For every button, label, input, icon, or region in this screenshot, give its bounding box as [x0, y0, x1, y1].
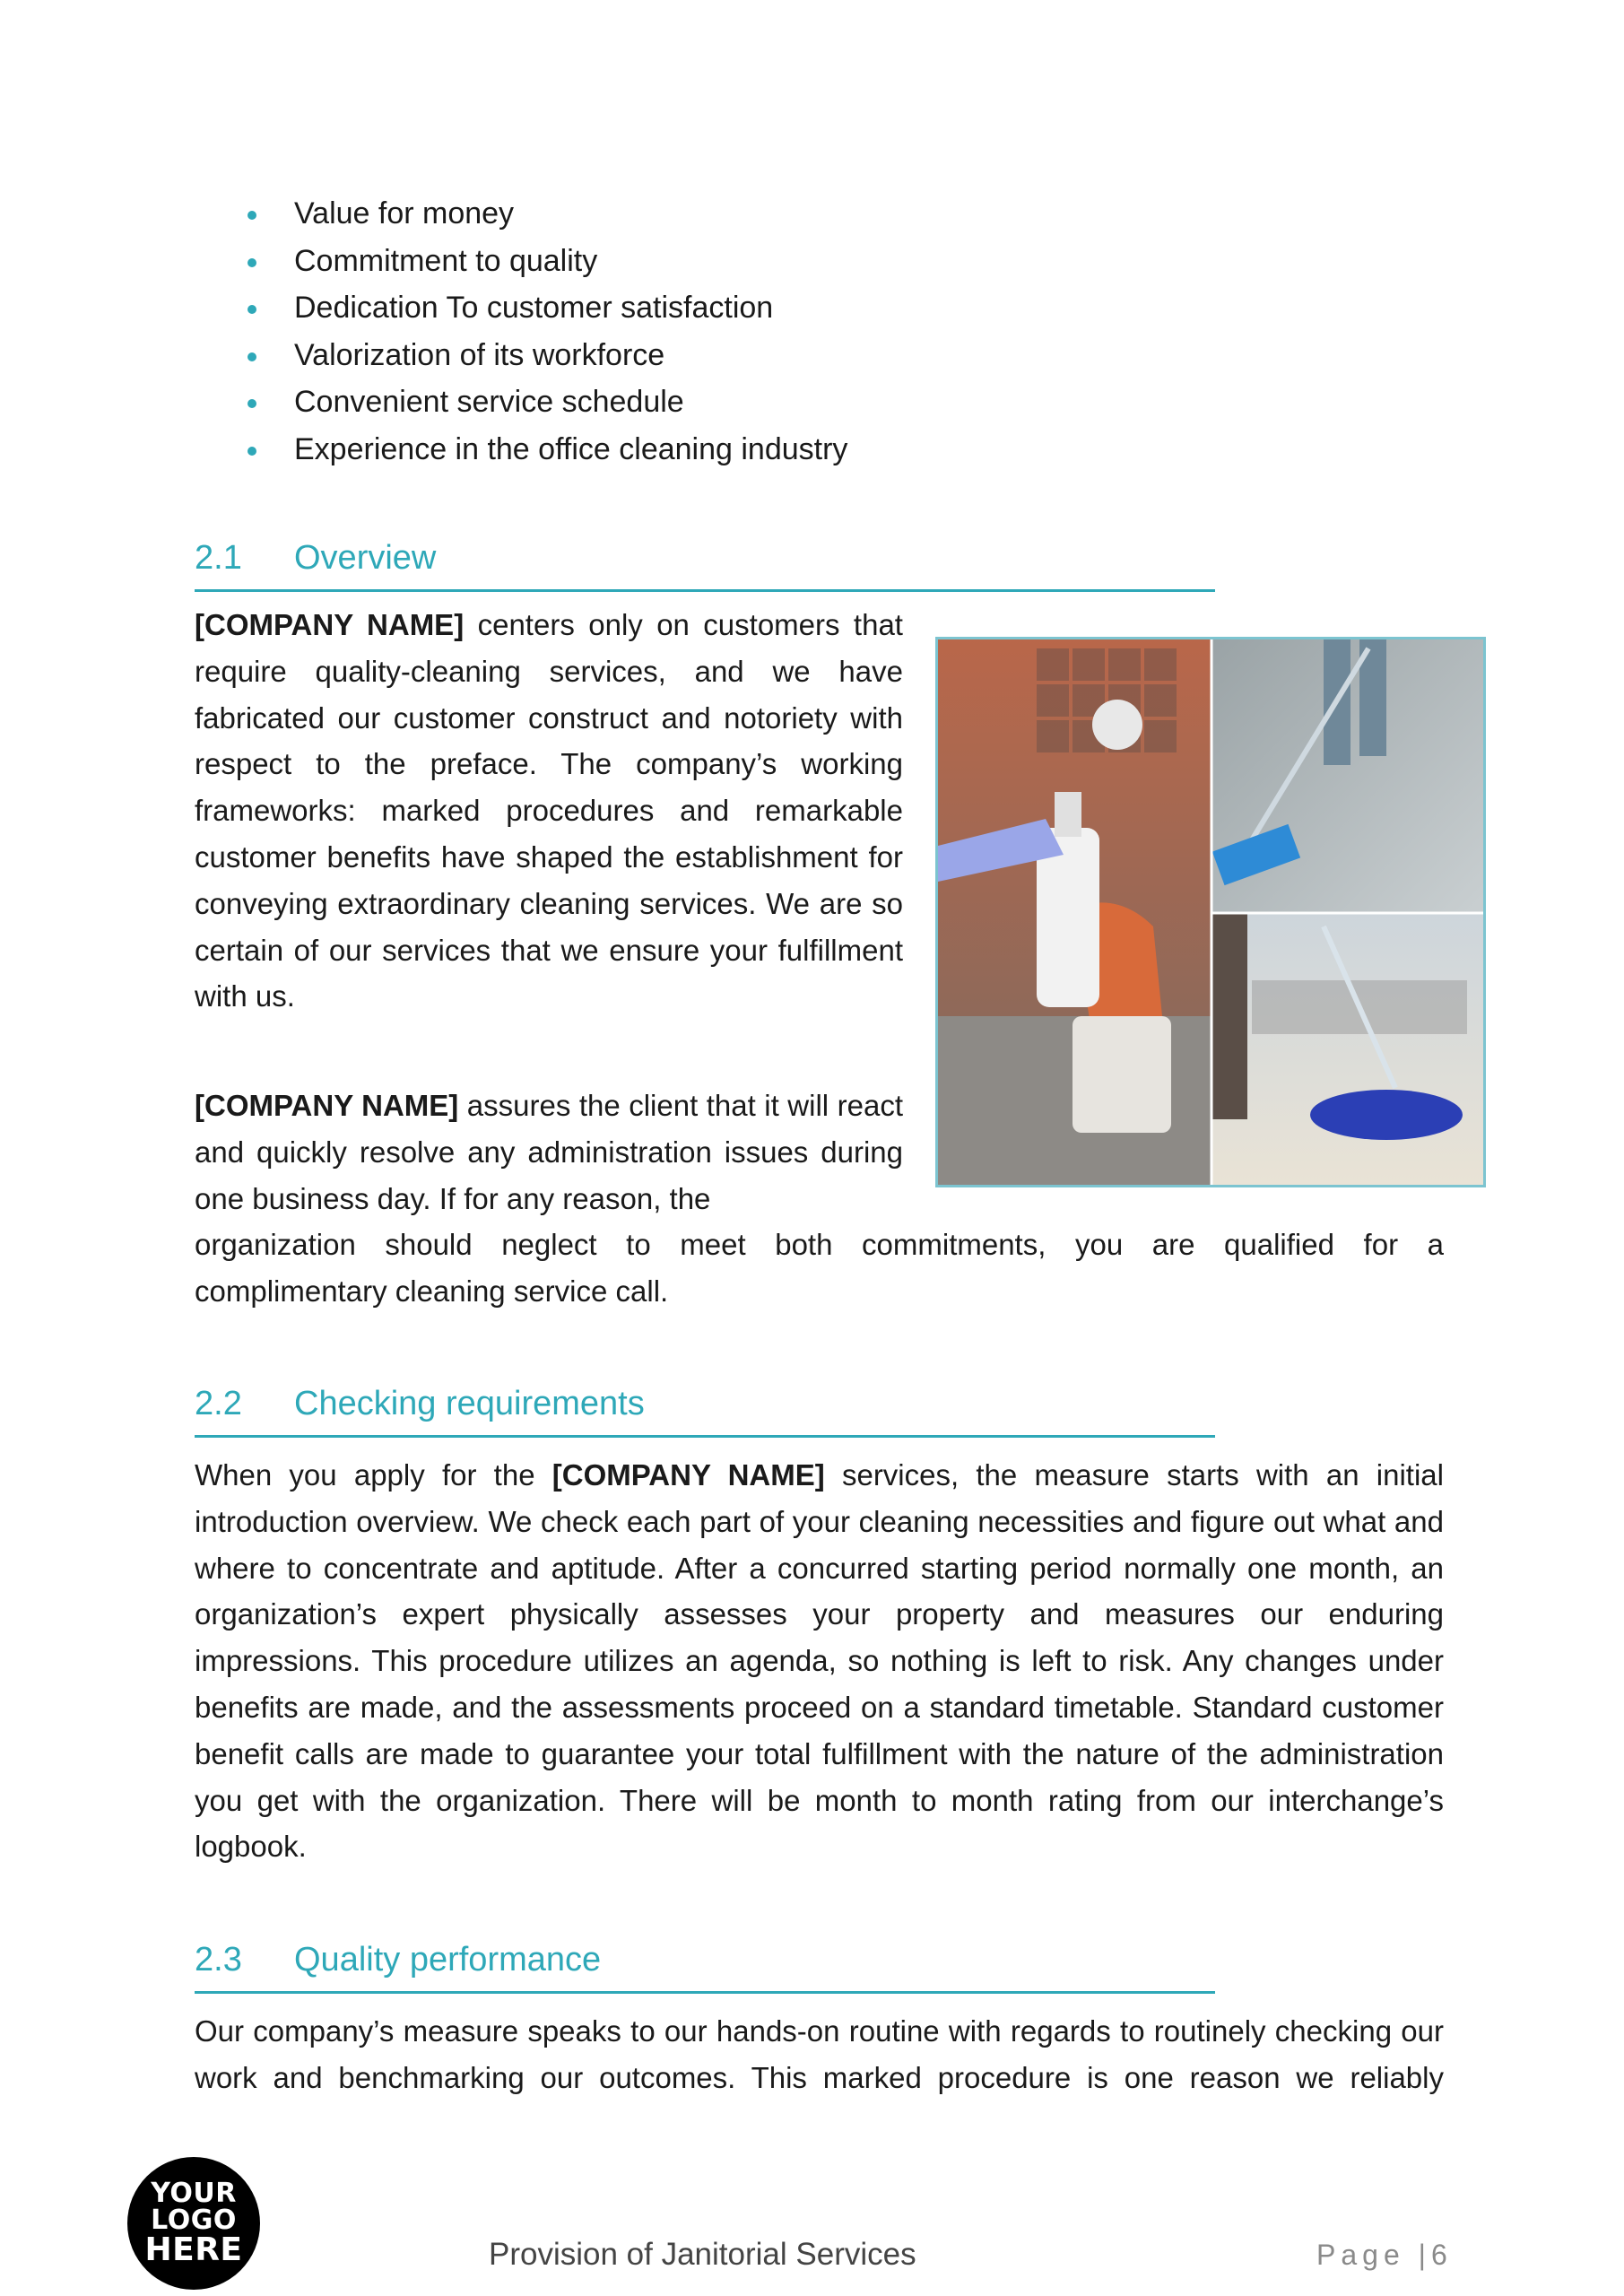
- bullet-icon: [248, 447, 256, 456]
- company-logo: YOUR LOGO HERE: [127, 2157, 260, 2290]
- section-title: Checking requirements: [294, 1385, 645, 1422]
- section-number: 2.2: [195, 1385, 242, 1422]
- bullet-icon: [248, 211, 256, 220]
- company-name: [COMPANY NAME]: [195, 1089, 459, 1122]
- company-name: [COMPANY NAME]: [551, 1458, 825, 1492]
- section-number: 2.1: [195, 539, 242, 577]
- cleaning-photo-collage: [935, 637, 1486, 1187]
- list-item: Dedication To customer satisfaction: [242, 284, 847, 332]
- checking-requirements-paragraph: When you apply for the [COMPANY NAME] services, the measure starts with an initial introduction overview. We check each part of your cleaning necessities and figure out what and where to concentrate and aptitude. After a concurred starting period normally one month, an organization’s expert physically assesses your property and measures our enduring impressions. This procedure utilizes an agenda, so nothing is left to risk. Any changes under benefits are made, and the assessments proceed on a standard timetable. Standard customer benefit calls are made to guarantee your total fulfillment with the nature of the administration you get with the organization. There will be month to month rating from our interchange’s logbook.: [195, 1458, 1444, 1864]
- overview-paragraph-2c: complimentary cleaning service call.: [195, 1274, 669, 1308]
- section-title: Overview: [294, 539, 437, 577]
- list-item: Valorization of its workforce: [242, 332, 847, 379]
- values-bullet-list: [242, 190, 847, 473]
- list-item: Value for money: [242, 190, 847, 238]
- bullet-icon: [248, 305, 256, 314]
- bullet-icon: [248, 399, 256, 408]
- section-heading-checking-requirements: [195, 1376, 1215, 1438]
- quality-performance-paragraph: Our company’s measure speaks to our hands-on routine with regards to routinely checking our work and benchmarking our outcomes. This marked procedure is one reason we reliably: [195, 2014, 1444, 2094]
- overview-paragraph-2a: [COMPANY NAME] assures the client that it will react and quickly resolve any administration issues during one business day. If for any reason, the: [195, 1089, 903, 1215]
- overview-paragraph-2b: organization should neglect to meet both commitments, you are qualified for a: [195, 1228, 1444, 1261]
- list-item: Experience in the office cleaning industry: [242, 426, 847, 474]
- bullet-icon: [248, 352, 256, 361]
- section-title: Quality performance: [294, 1941, 602, 1979]
- section-number: 2.3: [195, 1941, 242, 1979]
- section-heading-overview: [195, 530, 1215, 592]
- list-item: Convenient service schedule: [242, 378, 847, 426]
- list-item: Commitment to quality: [242, 238, 847, 285]
- section-heading-quality-performance: [195, 1932, 1215, 1994]
- page-number: Page |6: [1316, 2239, 1453, 2271]
- bullet-icon: [248, 258, 256, 267]
- footer-document-title: Provision of Janitorial Services: [489, 2237, 916, 2272]
- cleaning-photo-icon: [938, 639, 1483, 1185]
- company-name: [COMPANY NAME]: [195, 608, 465, 641]
- overview-paragraph-1: [COMPANY NAME] centers only on customers that require quality-cleaning services, and we have fabricated our customer construct and notoriety with respect to the preface. The company’s working frameworks: marked procedures and remarkable customer benefits have shaped the establishment for conveying extraordinary cleaning services. We are so certain of our services that we ensure your fulfillment with us.: [195, 608, 903, 1013]
